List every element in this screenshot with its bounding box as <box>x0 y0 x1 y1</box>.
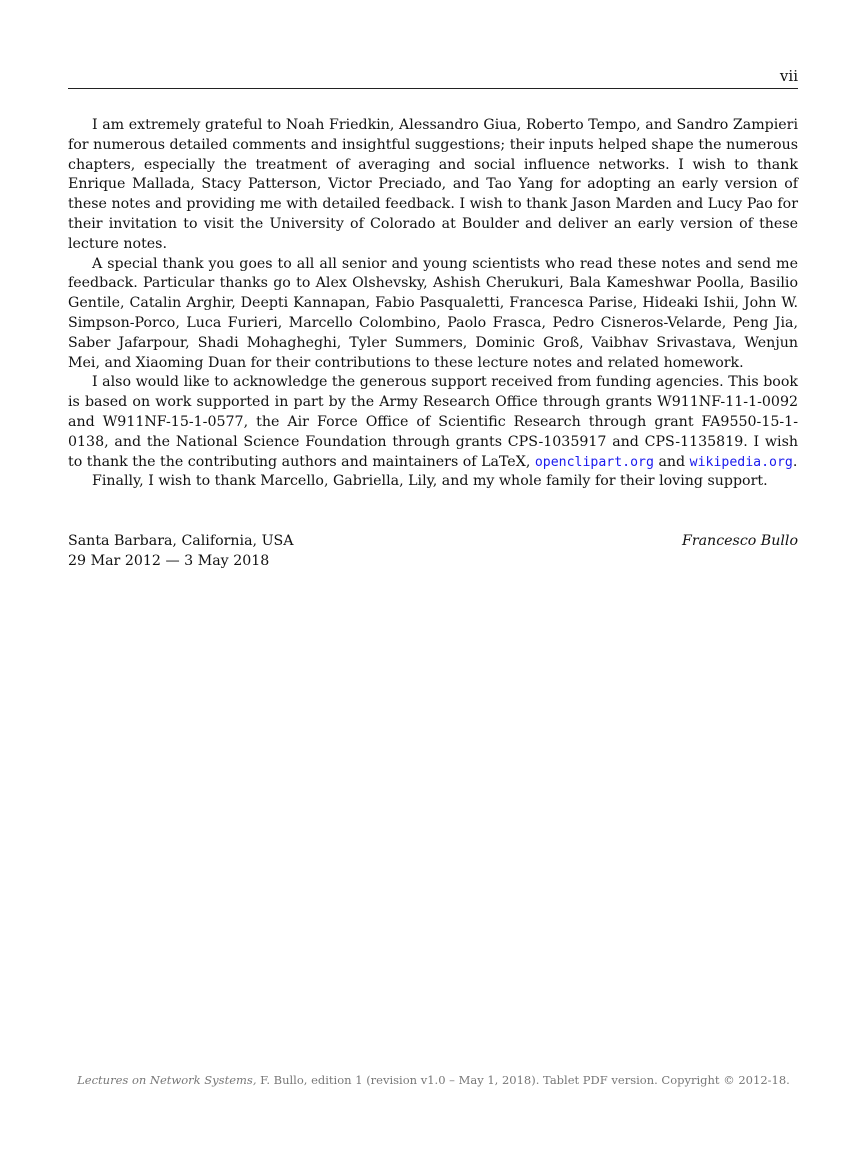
header-rule <box>68 88 798 89</box>
signature-block <box>68 531 798 571</box>
signature-location: Santa Barbara, California, USA <box>68 533 294 549</box>
funding-text: I also would like to acknowledge the generous support received from funding agencies. This book is based on work supported in part by the Army Research Office through grants W911NF-11-1-0092 and W911NF-15-1-0577, the Air Force Office of Scientific Research through grant FA9550-15-1-0138, and the National Science Foundation through grants CPS-1035917 and CPS-1135819. I wish to thank the the contributing authors and maintainers of <box>68 374 798 470</box>
acknowledgments-body <box>68 116 798 492</box>
page-footer <box>0 1073 867 1087</box>
period: . <box>792 453 798 470</box>
latex-logo: LaTeX <box>481 453 526 470</box>
paragraph-funding <box>68 373 798 472</box>
page-number: vii <box>779 67 798 85</box>
signature-author: Francesco Bullo <box>681 533 798 549</box>
paragraph-reviewers: I am extremely grateful to Noah Friedkin, Alessandro Giua, Roberto Tempo, and Sandro Zampieri for numerous detailed comments and insightful suggestions; their inputs helped shape the numerous chapters, especially the treatment of averaging and social influence networks. I wish to thank Enrique Mallada, Stacy Patterson, Victor Preciado, and Tao Yang for adopting an early version of these notes and providing me with detailed feedback. I wish to thank Jason Marden and Lucy Pao for their invitation to visit the University of Colorado at Boulder and deliver an early version of these lecture notes. <box>68 117 798 252</box>
footer-details: F. Bullo, edition 1 (revision v1.0 – May 1, 2018). Tablet PDF version. Copyright © 2012-18. <box>256 1073 790 1087</box>
footer-book-title: Lectures on Network Systems, <box>77 1073 257 1087</box>
paragraph-feedback: A special thank you goes to all all senior and young scientists who read these notes and send me feedback. Particular thanks go to Alex Olshevsky, Ashish Cherukuri, Bala Kameshwar Poolla, Basilio Gentile, Catalin Arghir, Deepti Kannapan, Fabio Pasqualetti, Francesca Parise, Hideaki Ishii, John W. Simpson-Porco, Luca Furieri, Marcello Colombino, Paolo Frasca, Pedro Cisneros-Velarde, Peng Jia, Saber Jafarpour, Shadi Mohagheghi, Tyler Summers, Dominic Groß, Vaibhav Srivastava, Wenjun Mei, and Xiaoming Duan for their contributions to these lecture notes and related homework. <box>68 255 798 371</box>
signature-dates: 29 Mar 2012 — 3 May 2018 <box>68 553 270 569</box>
wikipedia-link[interactable]: wikipedia.org <box>689 454 793 470</box>
openclipart-link[interactable]: openclipart.org <box>534 454 654 470</box>
separator: , <box>525 453 535 470</box>
and-text: and <box>653 453 690 470</box>
paragraph-family: Finally, I wish to thank Marcello, Gabriella, Lily, and my whole family for their loving support. <box>92 473 768 490</box>
